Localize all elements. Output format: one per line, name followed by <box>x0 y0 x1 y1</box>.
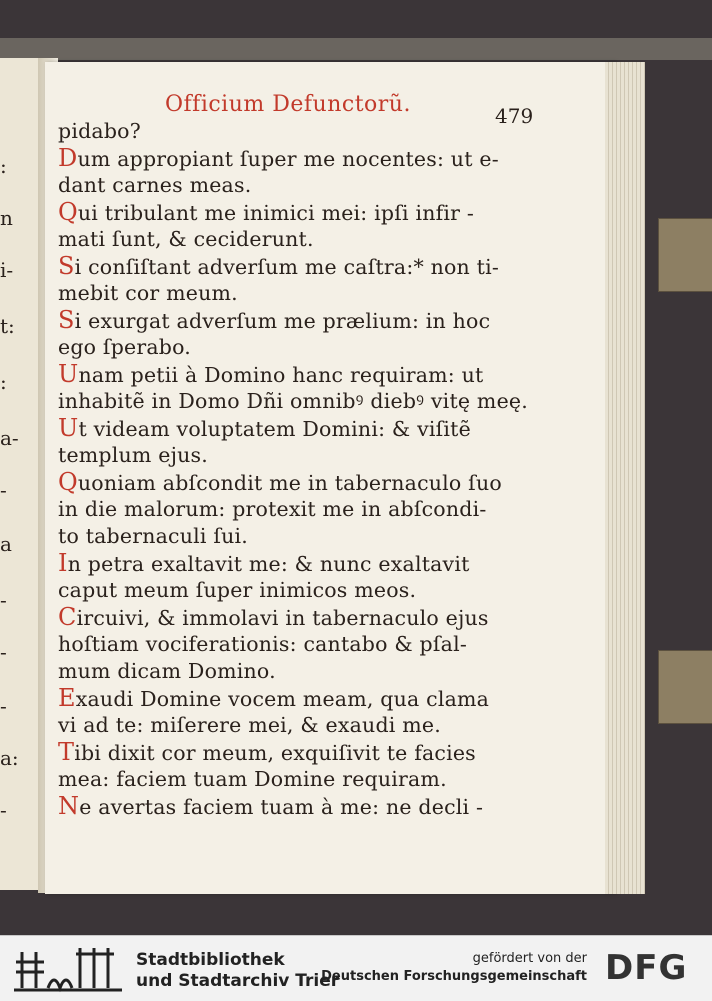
funding-text-line2: Deutschen Forschungsgemeinschaft <box>321 969 587 984</box>
left-page-fragment: - <box>0 640 7 664</box>
line-text: templum ejus. <box>58 443 208 467</box>
rubric-initial: I <box>58 549 68 577</box>
funding-text-line1: gefördert von der <box>472 951 587 966</box>
line-text: ego ſperabo. <box>58 335 191 359</box>
left-page-fragment: : <box>0 154 7 178</box>
line-text: pidabo? <box>58 119 141 143</box>
text-line <box>58 604 543 631</box>
rubric-initial: D <box>58 144 78 172</box>
line-text: i conſiſtant adverſum me caſtra:* non ti- <box>74 255 500 279</box>
left-page-fragment: - <box>0 478 7 502</box>
text-line <box>58 523 543 550</box>
line-text: nam petii à Domino hanc requiram: ut <box>78 363 484 387</box>
rubric-initial: N <box>58 792 80 820</box>
text-line <box>58 361 543 388</box>
text-line <box>58 253 543 280</box>
library-logo-icon[interactable] <box>14 942 124 994</box>
text-line <box>58 739 543 766</box>
library-name-line1: Stadtbibliothek <box>136 950 285 970</box>
text-line <box>58 496 543 523</box>
text-line <box>58 118 543 145</box>
text-line <box>58 685 543 712</box>
library-name-line2: und Stadtarchiv Trier <box>136 971 340 991</box>
dfg-logo[interactable]: DFG <box>605 948 688 988</box>
page-edges <box>605 62 645 894</box>
line-text: mati ſunt, & ceciderunt. <box>58 227 314 251</box>
text-line <box>58 550 543 577</box>
book-cover-board <box>0 38 712 60</box>
line-text: uoniam abſcondit me in tabernaculo ſuo <box>77 471 502 495</box>
line-text: hoſtiam vociferationis: cantabo & pſal- <box>58 632 467 656</box>
rubric-initial: Q <box>58 198 78 226</box>
text-line <box>58 469 543 496</box>
line-text: ibi dixit cor meum, exquiſivit te facies <box>74 741 476 765</box>
left-page-fragment: - <box>0 798 7 822</box>
line-text: xaudi Domine vocem meam, qua clama <box>75 687 490 711</box>
left-page-fragment: t: <box>0 314 15 338</box>
left-page-fragment: a- <box>0 426 19 450</box>
left-page-fragment: n <box>0 206 13 230</box>
rubric-initial: S <box>58 306 75 334</box>
footer-bar <box>0 935 712 1001</box>
line-text: inhabitẽ in Domo Dñi omnibꝰ diebꝰ vitę meę. <box>58 389 528 413</box>
line-text: t videam voluptatem Domini: & viſitẽ <box>78 417 471 441</box>
line-text: vi ad te: miſerere mei, & exaudi me. <box>58 713 441 737</box>
left-page-fragment: : <box>0 370 7 394</box>
text-line <box>58 307 543 334</box>
line-text: mea: faciem tuam Domine requiram. <box>58 767 447 791</box>
line-text: in die malorum: protexit me in abſcondi- <box>58 497 487 521</box>
rubric-initial: U <box>58 414 79 442</box>
text-line <box>58 388 543 415</box>
text-line <box>58 793 543 820</box>
running-header: Officium Defunctorũ. <box>165 92 411 117</box>
left-page-fragment: - <box>0 694 7 718</box>
rubric-initial: S <box>58 252 75 280</box>
line-text: um appropiant ſuper me nocentes: ut e- <box>77 147 499 171</box>
text-line <box>58 766 543 793</box>
line-text: e avertas faciem tuam à me: ne decli - <box>79 795 484 819</box>
text-line <box>58 145 543 172</box>
text-line <box>58 172 543 199</box>
line-text: caput meum ſuper inimicos meos. <box>58 578 417 602</box>
text-line <box>58 442 543 469</box>
text-line <box>58 334 543 361</box>
left-page-fragment: a <box>0 532 12 556</box>
clasp-bottom <box>658 650 712 724</box>
text-line <box>58 631 543 658</box>
rubric-initial: Q <box>58 468 78 496</box>
line-text: mum dicam Domino. <box>58 659 276 683</box>
text-line <box>58 658 543 685</box>
text-block <box>58 118 543 820</box>
left-page-fragment: a: <box>0 746 19 770</box>
text-line <box>58 226 543 253</box>
text-line <box>58 712 543 739</box>
text-line <box>58 415 543 442</box>
clasp-top <box>658 218 712 292</box>
rubric-initial: T <box>58 738 75 766</box>
rubric-initial: U <box>58 360 79 388</box>
rubric-initial: C <box>58 603 77 631</box>
text-line <box>58 577 543 604</box>
rubric-initial: E <box>58 684 76 712</box>
line-text: i exurgat adverſum me prælium: in hoc <box>74 309 491 333</box>
line-text: mebit cor meum. <box>58 281 238 305</box>
left-page-fragment: i- <box>0 258 14 282</box>
text-line <box>58 199 543 226</box>
line-text: dant carnes meas. <box>58 173 252 197</box>
left-page-fragment: - <box>0 588 7 612</box>
page-number: 479 <box>495 104 534 128</box>
text-line <box>58 280 543 307</box>
line-text: to tabernaculi ſui. <box>58 524 249 548</box>
line-text: n petra exaltavit me: & nunc exaltavit <box>67 552 470 576</box>
line-text: ircuivi, & immolavi in tabernaculo ejus <box>76 606 489 630</box>
line-text: ui tribulant me inimici mei: ipſi infir - <box>77 201 475 225</box>
